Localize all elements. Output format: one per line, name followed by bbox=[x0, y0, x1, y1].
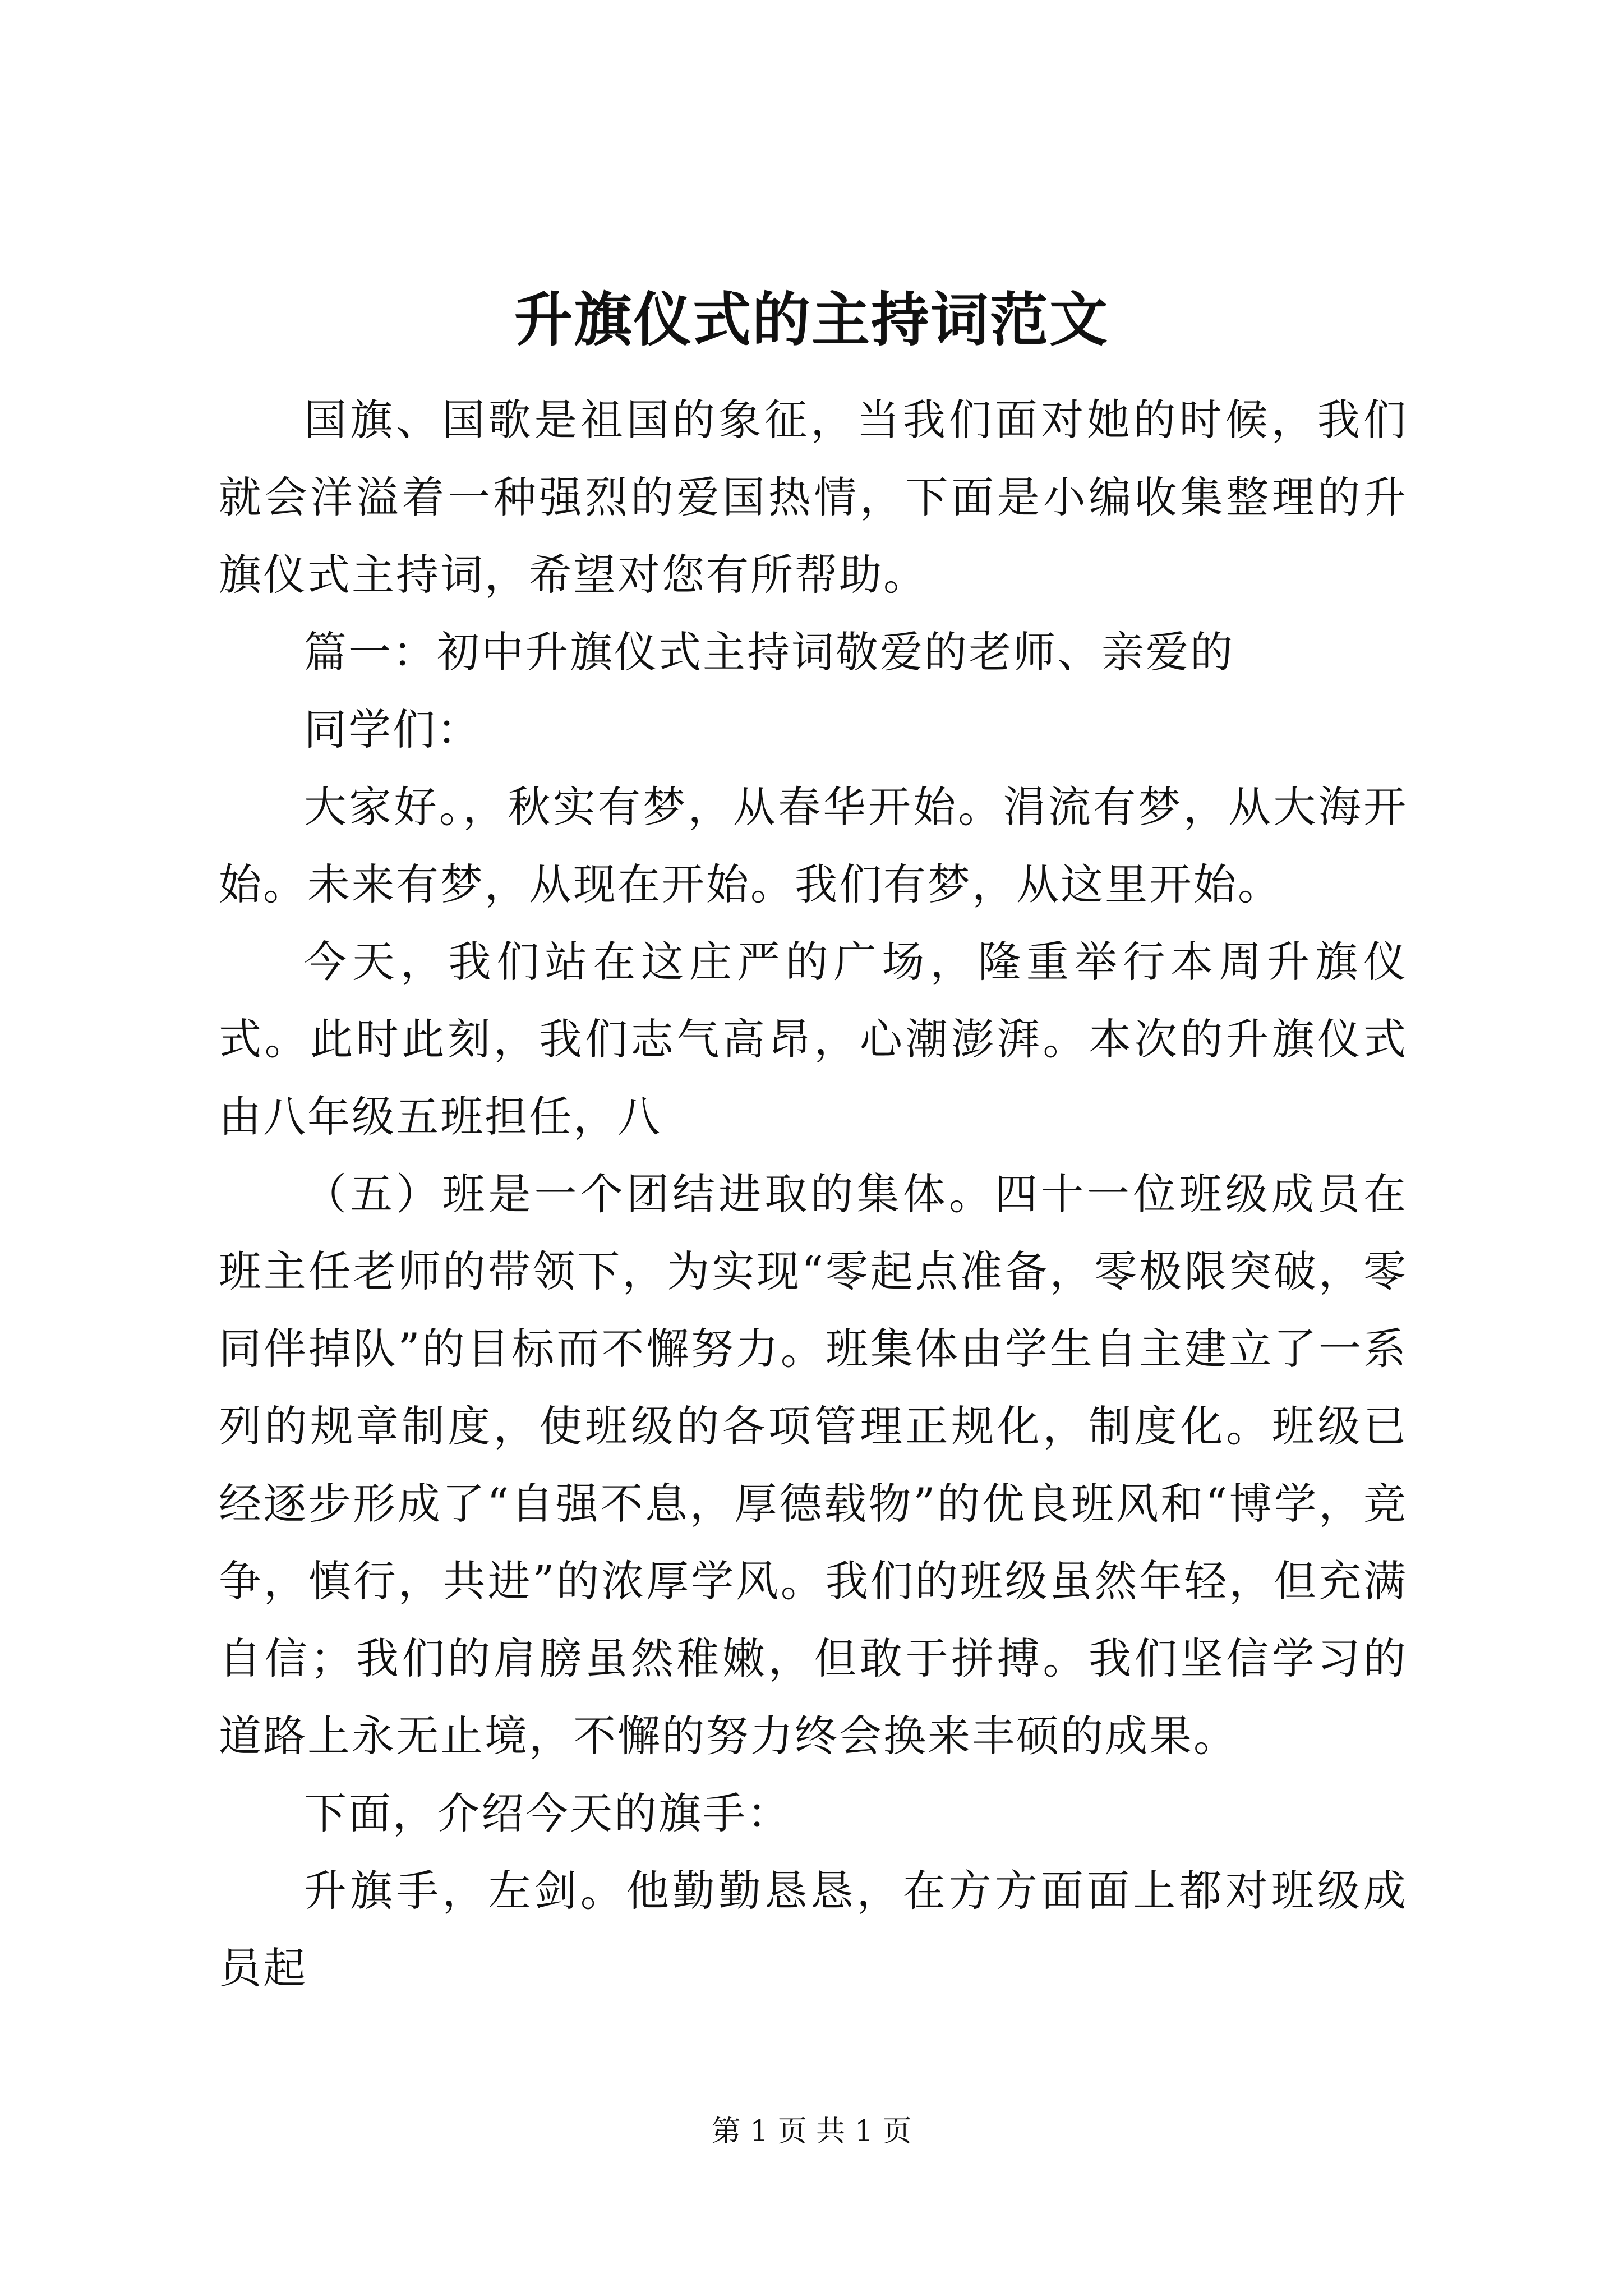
page-footer: 第 1 页 共 1 页 bbox=[711, 2115, 912, 2148]
paragraph-greeting: 同学们： bbox=[304, 705, 481, 754]
paragraph-ceremony: 今天，我们站在这庄严的广场，隆重举行本周升旗仪式。此时此刻，我们志气高昂，心潮澎湃。本次的升旗仪式由八年级五班担任，八 bbox=[219, 937, 1408, 1142]
paragraph-section-heading: 篇一：初中升旗仪式主持词敬爱的老师、亲爱的 bbox=[304, 627, 1234, 677]
document-body bbox=[219, 381, 1408, 2007]
paragraph-dreams: 大家好。，秋实有梦，从春华开始。涓流有梦，从大海开始。未来有梦，从现在开始。我们有梦，从这里开始。 bbox=[219, 782, 1408, 909]
paragraph-intro: 国旗、国歌是祖国的象征，当我们面对她的时候，我们就会洋溢着一种强烈的爱国热情，下面是小编收集整理的升旗仪式主持词，希望对您有所帮助。 bbox=[219, 395, 1408, 600]
paragraph-flag-raiser: 升旗手，左剑。他勤勤恳恳，在方方面面上都对班级成员起 bbox=[219, 1866, 1408, 1993]
document-title: 升旗仪式的主持词范文 bbox=[514, 285, 1109, 354]
paragraph-flag-bearers: 下面，介绍今天的旗手： bbox=[304, 1788, 791, 1838]
paragraph-class-intro: （五）班是一个团结进取的集体。四十一位班级成员在班主任老师的带领下，为实现“零起点准备，零极限突破，零同伴掉队”的目标而不懈努力。班集体由学生自主建立了一系列的规章制度，使班级的各项管理正规化，制度化。班级已经逐步形成了“自强不息，厚德载物”的优良班风和“博学，竞争，慎行，共进”的浓厚学风。我们的班级虽然年轻，但充满自信；我们的肩膀虽然稚嫩，但敢于拼搏。我们坚信学习的道路上永无止境，不懈的努力终会换来丰硕的成果。 bbox=[219, 1169, 1408, 1761]
